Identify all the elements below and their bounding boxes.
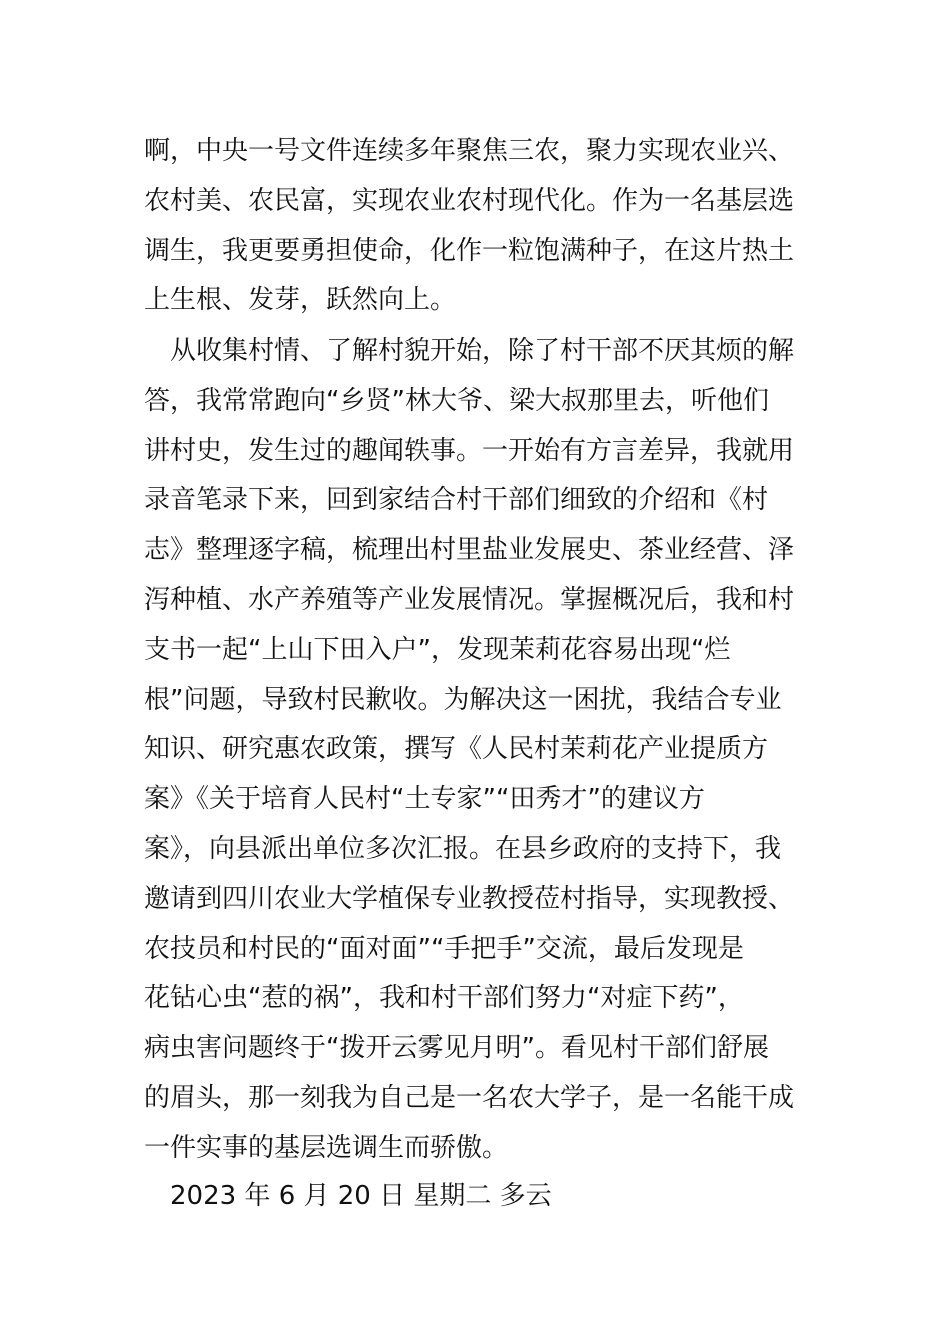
text-line: 支书一起“上山下田入户”，发现茉莉花容易出现“烂 [144, 634, 731, 665]
text-line: 一件实事的基层选调生而骄傲。 [144, 1132, 509, 1163]
text-line: 案》，向县派出单位多次汇报。在县乡政府的支持下，我 [144, 833, 782, 864]
text-line: 调生，我更要勇担使命，化作一粒饱满种子，在这片热土 [144, 235, 795, 266]
text-line: 农技员和村民的“面对面”“手把手”交流，最后发现是 [144, 933, 744, 964]
text-line: 病虫害问题终于“拨开云雾见月明”。看见村干部们舒展 [144, 1033, 769, 1064]
text-line: 泻种植、水产养殖等产业发展情况。掌握概况后，我和村 [144, 584, 795, 615]
text-line: 讲村史，发生过的趣闻轶事。一开始有方言差异，我就用 [144, 435, 795, 466]
text-line: 花钻心虫“惹的祸”，我和村干部们努力“对症下药”， [144, 983, 744, 1014]
text-line: 农村美、农民富，实现农业农村现代化。作为一名基层选 [144, 185, 795, 216]
diary-date-heading: 2023 年 6 月 20 日 星期二 多云 [170, 1181, 552, 1211]
text-line: 根”问题，导致村民歉收。为解决这一困扰，我结合专业 [144, 684, 782, 715]
paragraph-village-research [144, 327, 808, 1174]
text-line: 啊，中央一号文件连续多年聚焦三农，聚力实现农业兴、 [144, 136, 795, 166]
text-line: 的眉头，那一刻我为自己是一名农大学子，是一名能干成 [144, 1082, 795, 1113]
text-line: 从收集村情、了解村貌开始，除了村干部不厌其烦的解 [170, 336, 795, 366]
text-line: 知识、研究惠农政策，撰写《人民村茉莉花产业提质方 [144, 734, 769, 765]
text-line: 邀请到四川农业大学植保专业教授莅村指导，实现教授、 [144, 883, 795, 914]
text-line: 上生根、发芽，跃然向上。 [144, 285, 457, 316]
text-line: 录音笔录下来，回到家结合村干部们细致的介绍和《村 [144, 485, 769, 516]
text-line: 案》《关于培育人民村“土专家”“田秀才”的建议方 [144, 784, 705, 815]
paragraph-continuation [144, 127, 808, 326]
text-line: 答，我常常跑向“乡贤”林大爷、梁大叔那里去，听他们 [144, 385, 769, 416]
text-line: 志》整理逐字稿，梳理出村里盐业发展史、茶业经营、泽 [144, 535, 795, 566]
